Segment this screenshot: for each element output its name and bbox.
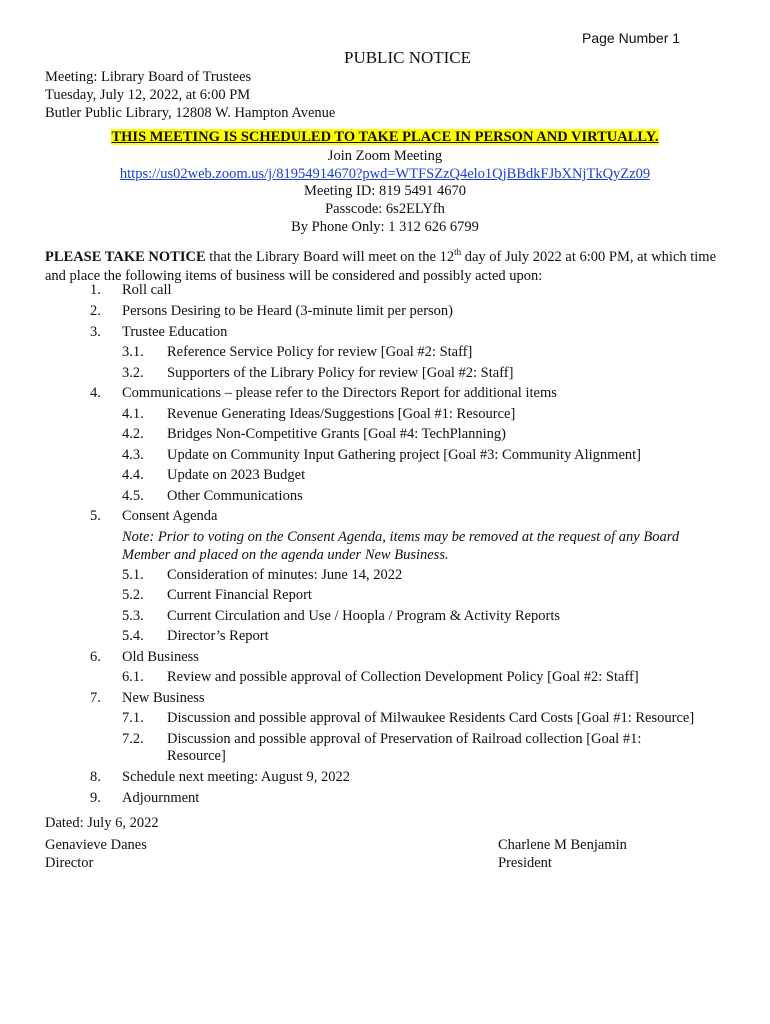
phone-number: By Phone Only: 1 312 626 6799: [291, 219, 479, 235]
passcode: Passcode: 6s2ELYfh: [325, 201, 445, 217]
zoom-link-line: [0, 166, 770, 183]
notice-text-b: day of July 2022 at 6:00 PM, at which time and place the following items of business will be considered and possibly acted upon:: [45, 248, 717, 284]
page-number: Page Number 1: [582, 30, 681, 46]
dated-line: Dated: July 6, 2022: [45, 815, 159, 831]
zoom-link[interactable]: https://us02web.zoom.us/j/81954914670?pwd=WTFSZzQ4elo1QjBBdkFJbXNjTkQyZz09: [119, 166, 651, 182]
signer-left-title: Director: [45, 855, 94, 871]
notice-text-a: that the Library Board will meet on the 12: [205, 248, 455, 265]
virtual-banner: THIS MEETING IS SCHEDULED TO TAKE PLACE IN PERSON AND VIRTUALLY.: [111, 129, 659, 145]
virtual-banner-line: [0, 129, 770, 146]
notice-sup: th: [454, 247, 462, 257]
zoom-join-label: Join Zoom Meeting: [327, 148, 443, 164]
meeting-name: Meeting: Library Board of Trustees: [45, 69, 252, 85]
signer-right-title: President: [498, 855, 552, 871]
consent-note-line2: Member and placed on the agenda under New Business.: [122, 547, 449, 563]
signer-left-name: Genavieve Danes: [45, 837, 147, 853]
notice-lead: PLEASE TAKE NOTICE: [45, 248, 206, 265]
consent-note-line1: Note: Prior to voting on the Consent Agenda, items may be removed at the request of any Board: [122, 529, 680, 545]
meeting-id: Meeting ID: 819 5491 4670: [304, 183, 466, 199]
agenda-subitem-continued: Resource]: [167, 748, 226, 764]
notice-paragraph: [45, 243, 735, 286]
notice-title: PUBLIC NOTICE: [343, 48, 472, 67]
signer-right-name: Charlene M Benjamin: [498, 837, 627, 853]
meeting-datetime: Tuesday, July 12, 2022, at 6:00 PM: [45, 87, 251, 103]
meeting-location: Butler Public Library, 12808 W. Hampton Avenue: [45, 105, 336, 121]
